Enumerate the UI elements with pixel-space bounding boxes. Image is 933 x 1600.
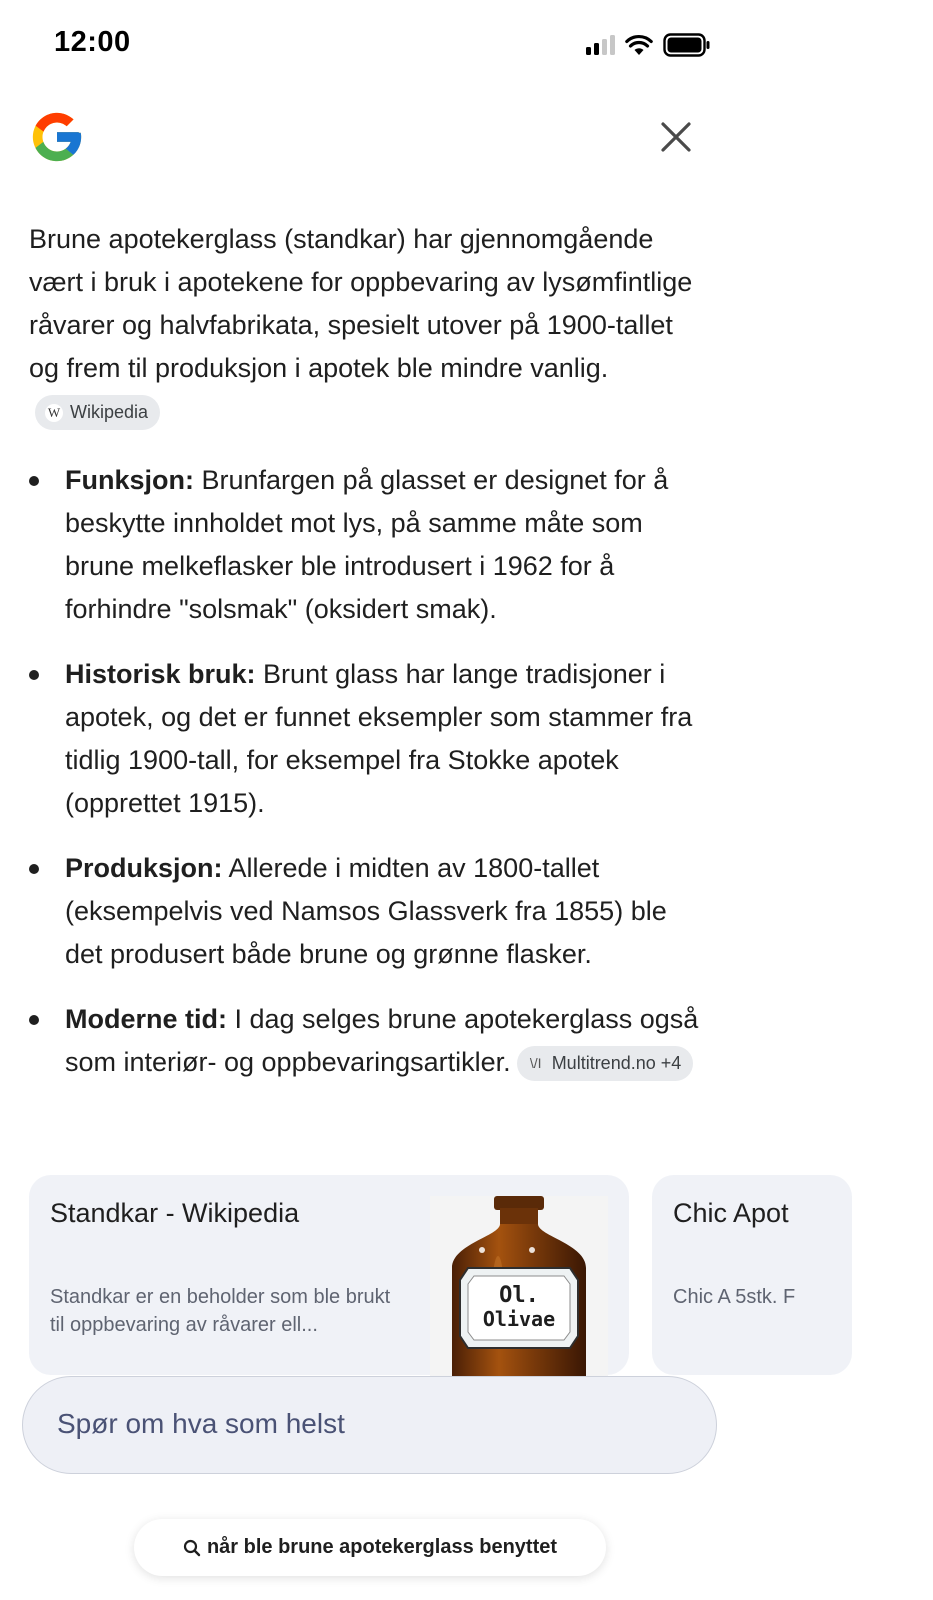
- google-g-icon: [28, 108, 86, 166]
- ai-answer: [0, 218, 739, 1106]
- close-button[interactable]: [653, 114, 699, 160]
- list-item: [29, 998, 709, 1084]
- source-chip-multitrend[interactable]: [517, 1046, 694, 1081]
- source-chip-label: Multitrend.no +4: [551, 1053, 682, 1073]
- source-chip-label: Wikipedia: [70, 402, 149, 422]
- multitrend-icon: \/I: [529, 1055, 542, 1071]
- bottle-label-line2: Olivae: [482, 1307, 556, 1331]
- source-cards-carousel[interactable]: [0, 1175, 796, 1353]
- status-bar: [0, 0, 739, 90]
- close-icon: [660, 121, 692, 153]
- card-title: Standkar - Wikipedia: [50, 1198, 300, 1228]
- bullet-heading: Moderne tid:: [65, 1004, 227, 1034]
- bullet-text: I dag selges brune apotekerglass også som interiør- og oppbevaringsartikler.: [65, 1004, 699, 1077]
- card-snippet: Chic A 5stk. F: [673, 1286, 796, 1308]
- source-chip-wikipedia[interactable]: [35, 395, 160, 430]
- list-item: [29, 459, 709, 631]
- answer-intro: [29, 218, 709, 433]
- search-query-text: når ble brune apotekerglass benyttet: [206, 1536, 558, 1558]
- bullet-heading: Funksjon:: [65, 465, 194, 495]
- list-item: [29, 847, 709, 976]
- header: [0, 100, 739, 180]
- answer-bullets: [29, 459, 709, 1084]
- answer-intro-text: Brune apotekerglass (standkar) har gjennomgående vært i bruk i apotekene for oppbevaring av lysømfintlige råvarer og halvfabrikata, spesielt utover på 1900-tallet og frem til produksjon i apotek ble mindre vanlig.: [29, 224, 693, 383]
- search-query-button[interactable]: [134, 1519, 606, 1576]
- ask-input-placeholder: Spør om hva som helst: [57, 1408, 345, 1439]
- bullet-text: Allerede i midten av 1800-tallet (eksempelvis ved Namsos Glassverk fra 1855) ble det produsert både brune og grønne flasker.: [65, 853, 667, 969]
- bullet-heading: Produksjon:: [65, 853, 223, 883]
- cellular-signal-icon: [586, 35, 615, 55]
- wifi-icon: [625, 34, 653, 56]
- source-card-standkar[interactable]: [29, 1175, 629, 1375]
- battery-icon: [663, 33, 711, 57]
- bullet-text: Brunt glass har lange tradisjoner i apotek, og det er funnet eksempler som stammer fra tidlig 1900-tall, for eksempel fra Stokke apotek (opprettet 1915).: [65, 659, 693, 818]
- card-snippet: Standkar er en beholder som ble brukt til oppbevaring av råvarer ell...: [50, 1286, 391, 1336]
- card-title: Chic Apot: [673, 1198, 789, 1228]
- card-thumbnail: [430, 1196, 608, 1376]
- apothecary-bottle-image: [430, 1196, 608, 1376]
- search-icon: [183, 1539, 201, 1557]
- bottle-label-line1: Ol.: [499, 1283, 539, 1308]
- status-time: 12:00: [54, 26, 131, 58]
- status-icons: [586, 32, 711, 58]
- list-item: [29, 653, 709, 825]
- source-card-chic[interactable]: [652, 1175, 852, 1375]
- bullet-text: Brunfargen på glasset er designet for å beskytte innholdet mot lys, på samme måte som brune melkeflasker ble introdusert i 1962 for å forhindre "solsmak" (oksidert smak).: [65, 465, 669, 624]
- bullet-heading: Historisk bruk:: [65, 659, 256, 689]
- ask-input[interactable]: [22, 1376, 717, 1474]
- wikipedia-icon: W: [45, 404, 63, 422]
